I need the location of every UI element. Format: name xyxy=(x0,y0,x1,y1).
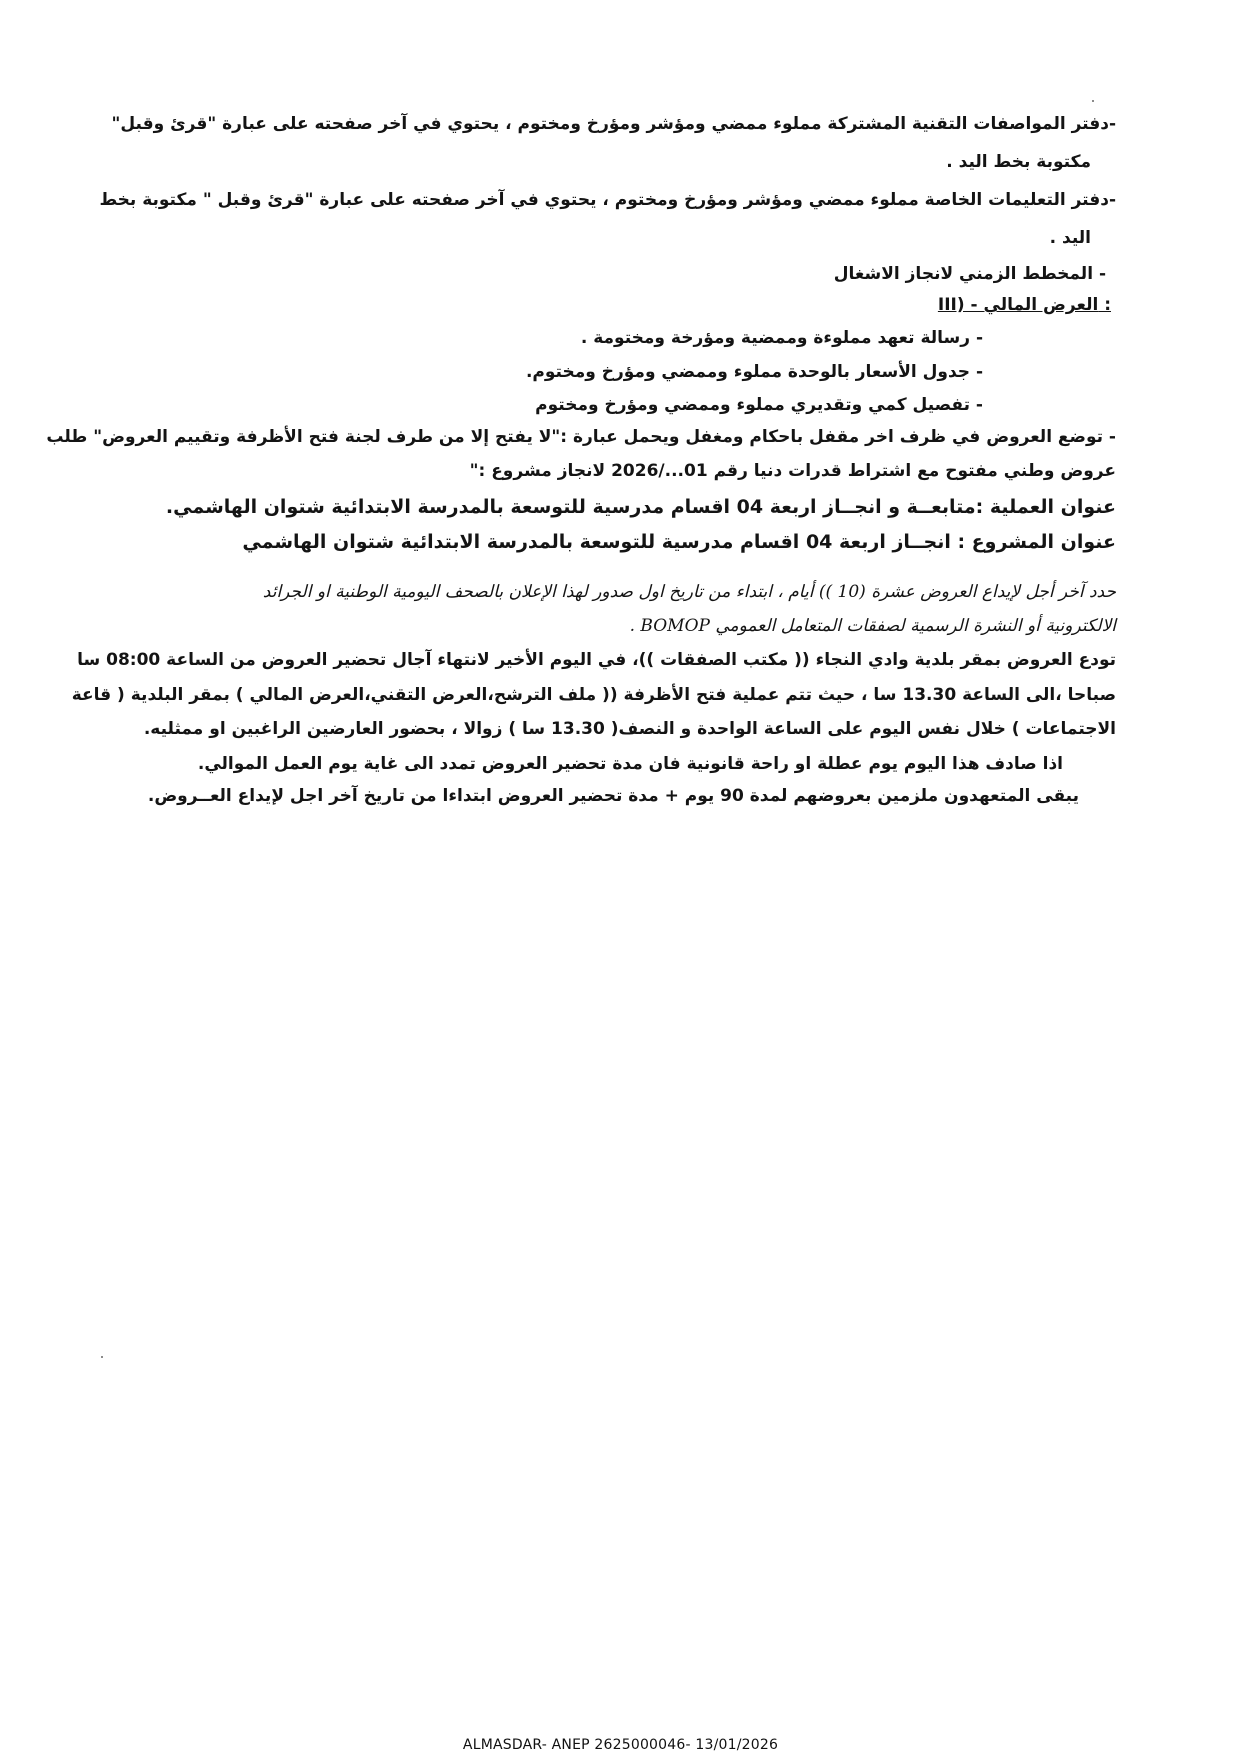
scan-speck xyxy=(101,1356,103,1358)
doc-line-special-instructions: -دفتر التعليمات الخاصة مملوء ممضي ومؤشر ومؤرخ ومختوم ، يحتوي في آخر صفحته على عبارة "قرئ وقبل " مكتوبة بخط xyxy=(99,190,1116,210)
doc-line-tender-call: عروض وطني مفتوح مع اشتراط قدرات دنيا رقم 01.../2026 لانجاز مشروع :" xyxy=(469,461,1116,481)
doc-line-operation-title: عنوان العملية :متابعــة و انجــاز اربعة 04 اقسام مدرسية للتوسعة بالمدرسة الابتدائية شتوان الهاشمي. xyxy=(165,496,1116,518)
doc-line-commitment-letter: - رسالة تعهد مملوءة وممضية ومؤرخة ومختومة . xyxy=(580,328,983,348)
page-footer: ALMASDAR- ANEP 2625000046- 13/01/2026 xyxy=(462,1737,779,1753)
doc-line-unit-price-table: - جدول الأسعار بالوحدة مملوء وممضي ومؤرخ ومختوم. xyxy=(525,362,983,382)
doc-line-deadline: حدد آخر أجل لإيداع العروض عشرة (10 )) أيام ، ابتداء من تاريخ اول صدور لهذا الإعلان بالصحف اليومية الوطنية او الجرائد xyxy=(262,582,1116,602)
doc-line-common-specs: -دفتر المواصفات التقنية المشتركة مملوء ممضي ومؤشر ومؤرخ ومختوم ، يحتوي في آخر صفحته على عبارة "قرئ وقبل" xyxy=(111,114,1116,134)
doc-line-schedule: - المخطط الزمني لانجاز الاشغال xyxy=(833,264,1106,284)
doc-line-opening-time: صباحا ،الى الساعة 13.30 سا ، حيث تتم عملية فتح الأظرفة (( ملف الترشح،العرض التقني،العرض المالي ) بمقر البلدية ( قاعة xyxy=(71,685,1116,705)
doc-line-project-title: عنوان المشروع : انجــاز اربعة 04 اقسام مدرسية للتوسعة بالمدرسة الابتدائية شتوان الهاشمي xyxy=(242,531,1116,553)
doc-line-opening-session: الاجتماعات ) خلال نفس اليوم على الساعة الواحدة و النصف( 13.30 سا ) زوالا ، بحضور العارضين الراغبين او ممثليه. xyxy=(143,719,1116,739)
doc-line-quantity-estimate: - تفصيل كمي وتقديري مملوء وممضي ومؤرخ ومختوم xyxy=(535,395,983,415)
section-heading-financial-offer: III) - العرض المالي : xyxy=(937,295,1111,315)
doc-line-validity-period: يبقى المتعهدون ملزمين بعروضهم لمدة 90 يوم + مدة تحضير العروض ابتداءا من تاريخ آخر اجل لإيداع العــروض. xyxy=(147,786,1079,806)
doc-line-submission-place: تودع العروض بمقر بلدية وادي النجاء (( مكتب الصفقات ))، في اليوم الأخير لانتهاء آجال تحضير العروض من الساعة 08:00 سا xyxy=(77,650,1116,670)
scan-speck xyxy=(1092,100,1094,102)
doc-line-envelope-instructions: - توضع العروض في ظرف اخر مقفل باحكام ومغفل ويحمل عبارة :"لا يفتح إلا من طرف لجنة فتح الأظرفة وتقييم العروض" طلب xyxy=(46,427,1116,447)
doc-line-handwritten-note-2: اليد . xyxy=(1049,228,1091,248)
doc-line-holiday-rule: اذا صادف هذا اليوم يوم عطلة او راحة قانونية فان مدة تحضير العروض تمدد الى غاية يوم العمل الموالي. xyxy=(197,754,1063,774)
doc-line-publication: الالكترونية أو النشرة الرسمية لصفقات المتعامل العمومي BOMOP . xyxy=(629,616,1116,636)
doc-line-handwritten-note-1: مكتوبة بخط اليد . xyxy=(946,152,1091,172)
